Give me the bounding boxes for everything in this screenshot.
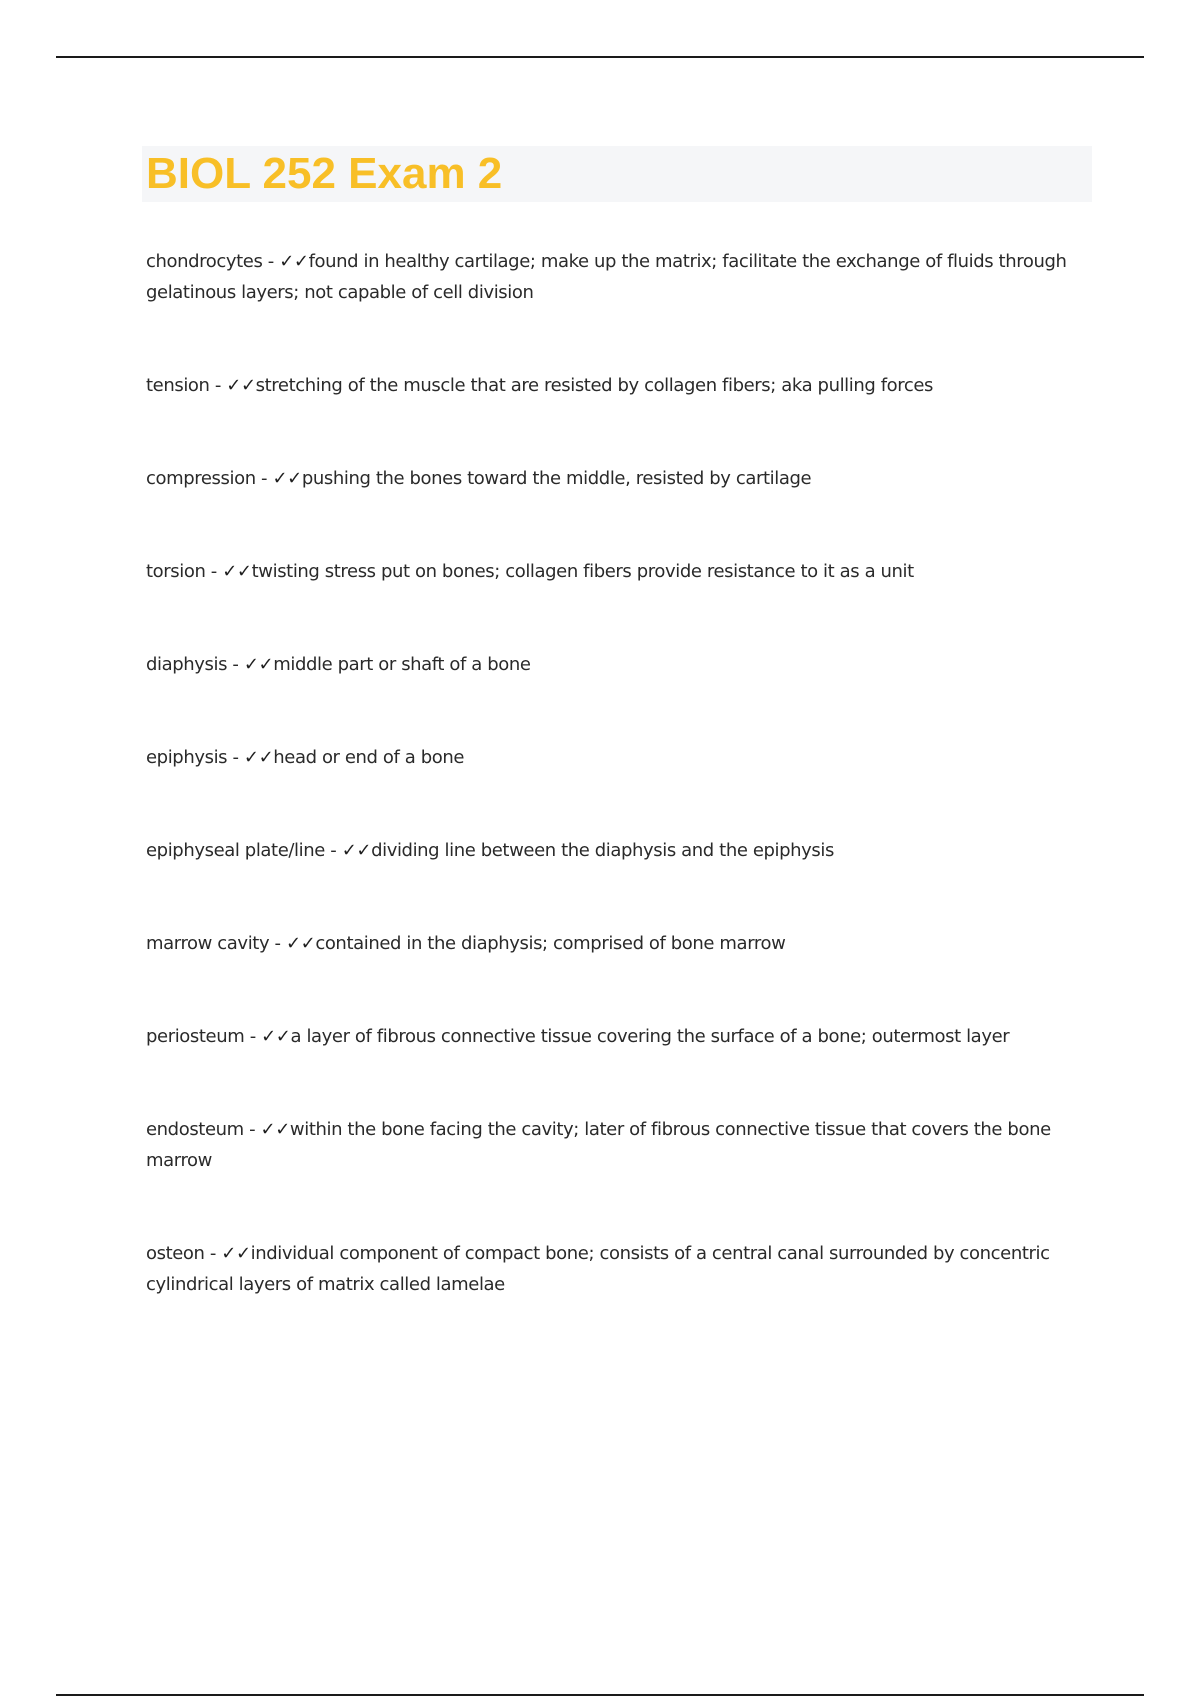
entry xyxy=(146,1114,1096,1176)
entry-definition: individual component of compact bone; consists of a central canal surrounded by concentric cylindrical layers of matrix called lamelae xyxy=(146,1243,1050,1295)
entry-term: osteon xyxy=(146,1243,205,1264)
double-check-icon: ✓✓ xyxy=(279,251,309,272)
entry-term: epiphyseal plate/line xyxy=(146,840,325,861)
double-check-icon: ✓✓ xyxy=(221,1243,251,1264)
entry-term: epiphysis xyxy=(146,747,228,768)
entry-separator: - xyxy=(244,1026,262,1047)
entry-separator: - xyxy=(205,561,223,582)
bottom-rule xyxy=(56,1694,1144,1696)
entry xyxy=(146,463,1096,494)
entry-term: chondrocytes xyxy=(146,251,263,272)
entry xyxy=(146,1238,1096,1300)
entry-term: torsion xyxy=(146,561,206,582)
entry xyxy=(146,649,1096,680)
entry-definition: found in healthy cartilage; make up the matrix; facilitate the exchange of fluids through gelatinous layers; not capable of cell division xyxy=(146,251,1067,303)
double-check-icon: ✓✓ xyxy=(285,933,316,954)
double-check-icon: ✓✓ xyxy=(226,375,256,396)
entry-separator: - xyxy=(227,654,244,675)
entry-definition: twisting stress put on bones; collagen fibers provide resistance to it as a unit xyxy=(251,561,914,582)
double-check-icon: ✓✓ xyxy=(272,468,302,489)
entry xyxy=(146,928,1096,959)
entry-separator: - xyxy=(204,1243,222,1264)
entry-term: tension xyxy=(146,375,210,396)
document-title: BIOL 252 Exam 2 xyxy=(146,149,503,198)
entry xyxy=(146,742,1096,773)
double-check-icon: ✓✓ xyxy=(222,561,252,582)
entry-definition: a layer of fibrous connective tissue covering the surface of a bone; outermost layer xyxy=(290,1026,1010,1047)
entry-term: endosteum xyxy=(146,1119,244,1140)
double-check-icon: ✓✓ xyxy=(243,747,274,768)
entry-list xyxy=(146,246,1096,1362)
entry-term: diaphysis xyxy=(146,654,228,675)
top-rule xyxy=(56,56,1144,58)
entry xyxy=(146,246,1096,308)
double-check-icon: ✓✓ xyxy=(243,654,274,675)
entry-definition: head or end of a bone xyxy=(273,747,465,768)
entry-definition: dividing line between the diaphysis and the epiphysis xyxy=(371,840,834,861)
entry-separator: - xyxy=(227,747,244,768)
entry-definition: stretching of the muscle that are resisted by collagen fibers; aka pulling forces xyxy=(255,375,934,396)
double-check-icon: ✓✓ xyxy=(260,1119,290,1140)
entry-separator: - xyxy=(209,375,227,396)
entry-definition: contained in the diaphysis; comprised of bone marrow xyxy=(315,933,786,954)
entry xyxy=(146,1021,1096,1052)
entry-separator: - xyxy=(243,1119,261,1140)
entry-definition: within the bone facing the cavity; later of fibrous connective tissue that covers the bone marrow xyxy=(146,1119,1051,1171)
double-check-icon: ✓✓ xyxy=(261,1026,291,1047)
entry-term: periosteum xyxy=(146,1026,245,1047)
entry-term: marrow cavity xyxy=(146,933,270,954)
entry-separator: - xyxy=(324,840,342,861)
entry xyxy=(146,370,1096,401)
entry xyxy=(146,556,1096,587)
entry-term: compression xyxy=(146,468,256,489)
entry-separator: - xyxy=(269,933,286,954)
entry-separator: - xyxy=(255,468,273,489)
entry-separator: - xyxy=(262,251,280,272)
double-check-icon: ✓✓ xyxy=(341,840,372,861)
entry-definition: middle part or shaft of a bone xyxy=(273,654,531,675)
entry xyxy=(146,835,1096,866)
entry-definition: pushing the bones toward the middle, resisted by cartilage xyxy=(301,468,812,489)
